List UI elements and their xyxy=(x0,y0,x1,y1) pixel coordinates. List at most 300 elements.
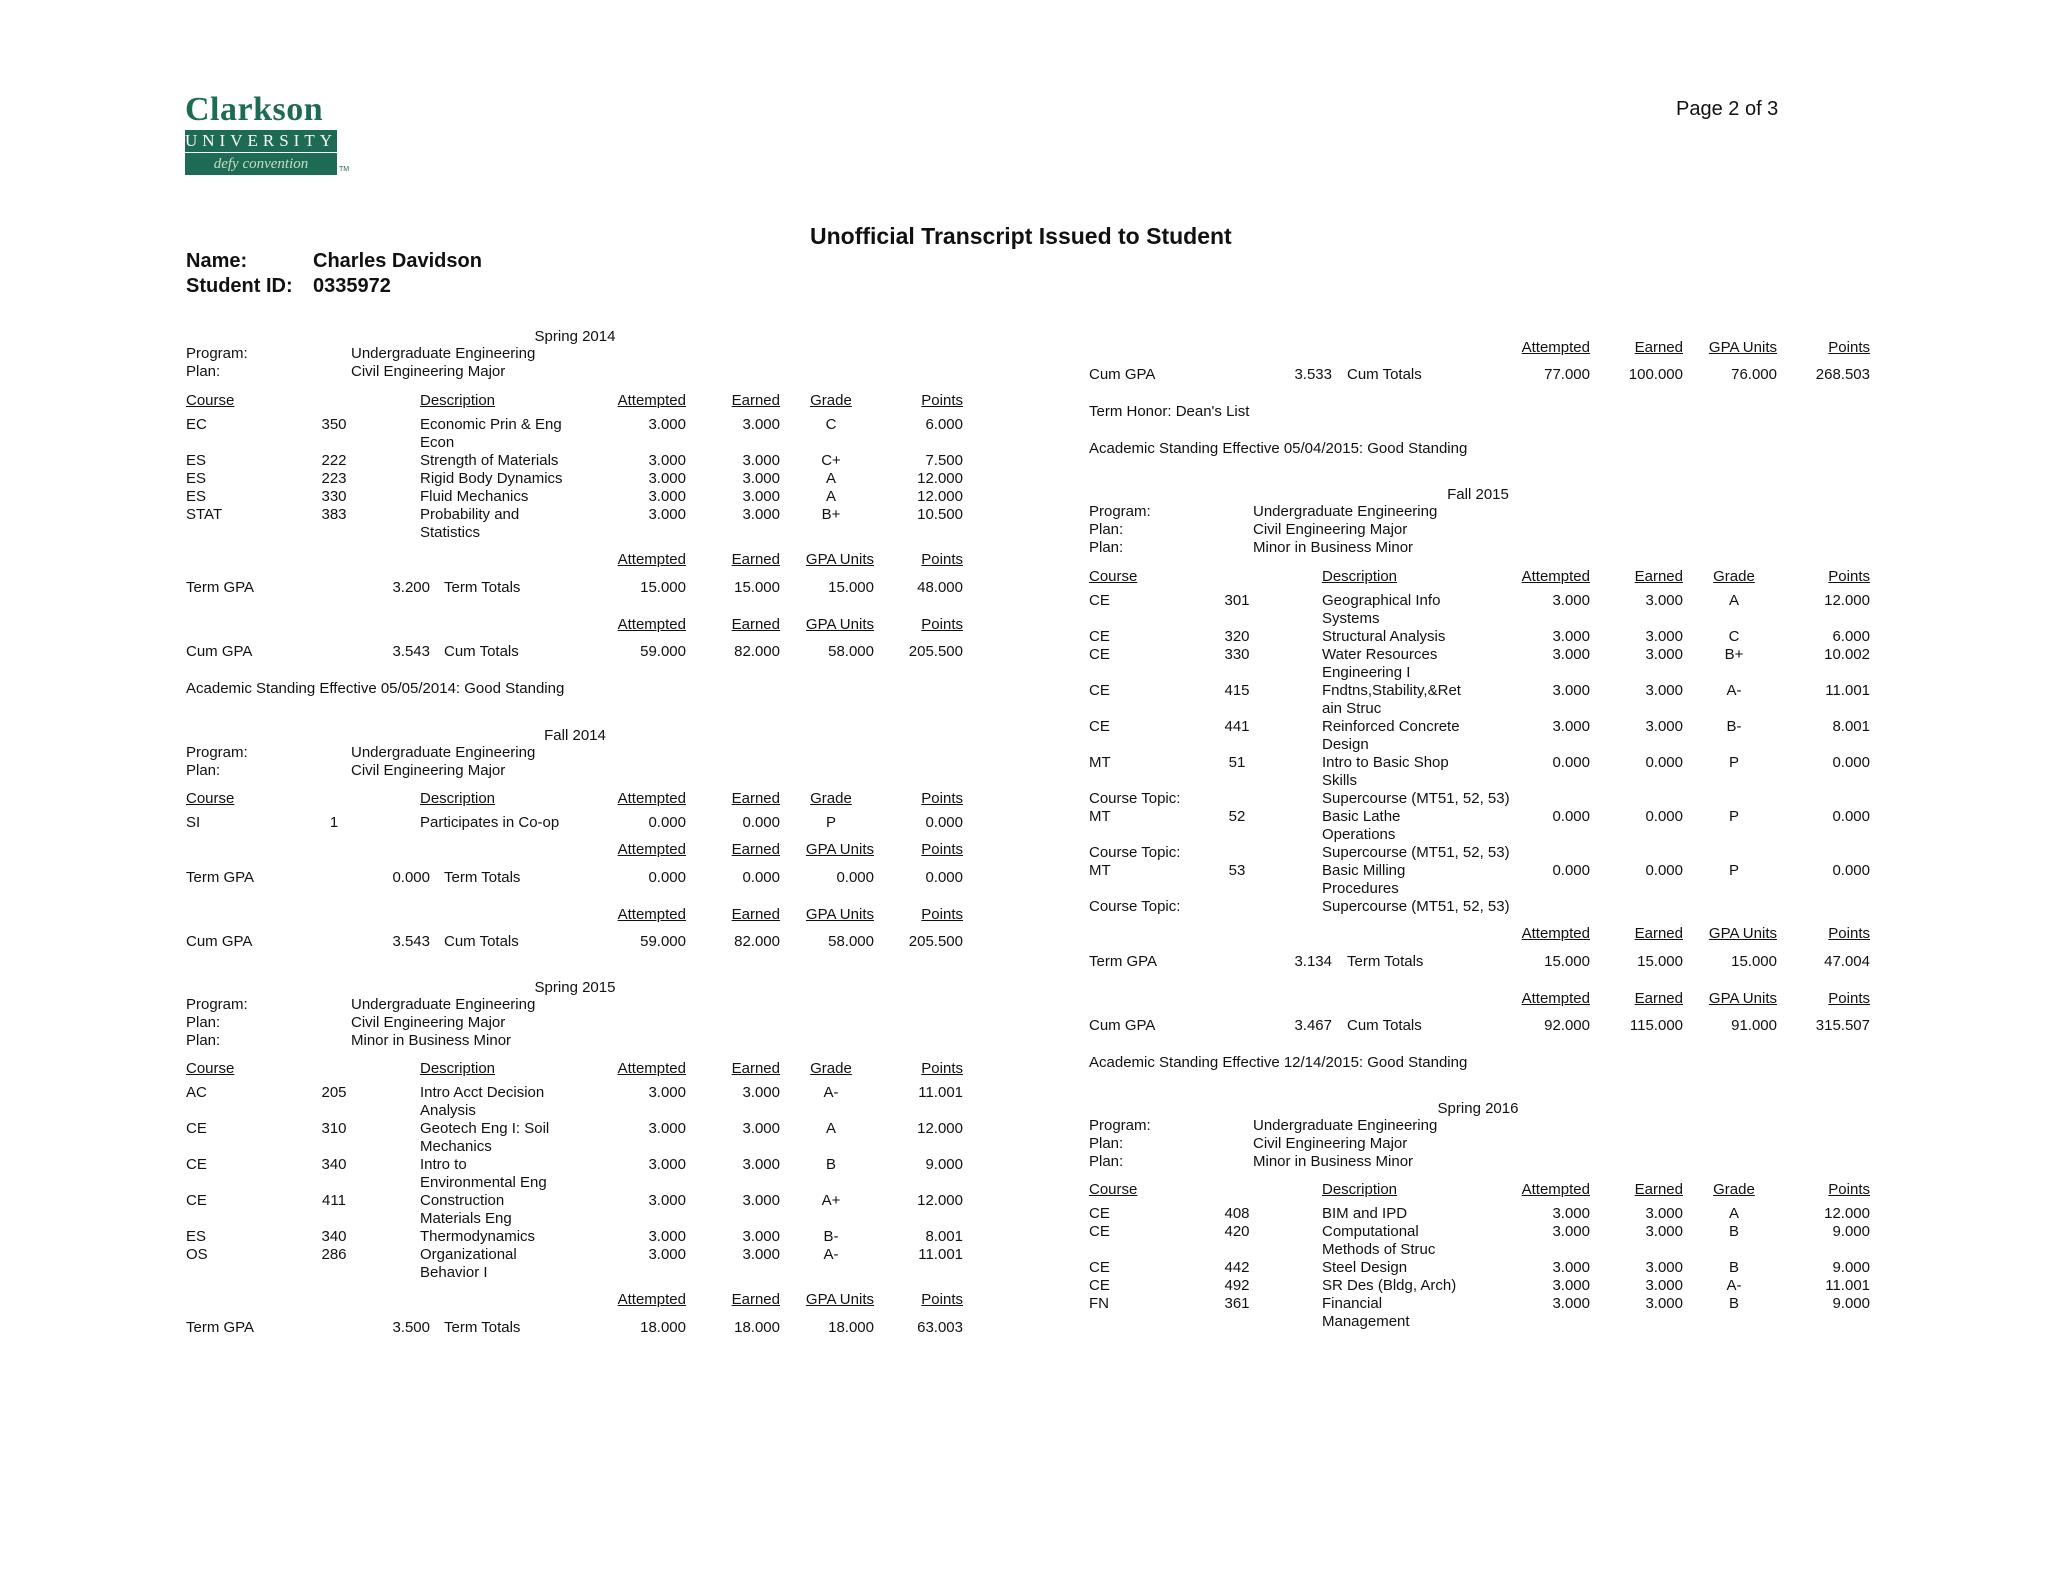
term-attempted: 15.000 xyxy=(640,579,686,596)
course-description: Fluid Mechanics xyxy=(420,488,529,505)
program-value: Undergraduate Engineering xyxy=(1253,1117,1438,1134)
course-subject: FN xyxy=(1089,1295,1109,1312)
term-earned: 15.000 xyxy=(734,579,780,596)
col-header-attempted: Attempted xyxy=(617,841,686,858)
course-attempted: 3.000 xyxy=(1552,646,1590,663)
program-value: Undergraduate Engineering xyxy=(351,996,536,1013)
course-description: Participates in Co-op xyxy=(420,814,560,831)
cum-gpa-units: 58.000 xyxy=(828,643,874,660)
term-earned: 15.000 xyxy=(1637,953,1683,970)
course-number: 51 xyxy=(1228,754,1246,771)
program-value: Undergraduate Engineering xyxy=(351,345,536,362)
cum-gpa-units: 91.000 xyxy=(1731,1017,1777,1034)
course-earned: 3.000 xyxy=(1645,1205,1683,1222)
course-subject: STAT xyxy=(186,506,223,523)
cum-gpa-label: Cum GPA xyxy=(186,643,253,660)
cum-gpa-label: Cum GPA xyxy=(1089,366,1156,383)
course-attempted: 3.000 xyxy=(648,1246,686,1263)
course-number: 411 xyxy=(322,1192,346,1209)
plan-value: Civil Engineering Major xyxy=(351,762,506,779)
course-subject: CE xyxy=(186,1192,207,1209)
course-grade: C+ xyxy=(821,452,841,469)
col-header-description: Description xyxy=(1322,568,1398,585)
course-grade: B+ xyxy=(821,506,841,523)
col-header-gpa-units: GPA Units xyxy=(805,551,874,568)
col-header-gpa-units: GPA Units xyxy=(805,906,874,923)
course-number: 415 xyxy=(1224,682,1250,699)
col-header-attempted: Attempted xyxy=(617,616,686,633)
course-subject: CE xyxy=(1089,646,1110,663)
course-grade: P xyxy=(1728,808,1739,825)
term-totals-label: Term Totals xyxy=(444,579,521,596)
cum-gpa-value: 3.543 xyxy=(392,933,430,950)
cum-gpa-value: 3.533 xyxy=(1294,366,1332,383)
course-subject: ES xyxy=(186,1228,207,1245)
course-grade: P xyxy=(1728,862,1739,879)
course-earned: 3.000 xyxy=(1645,592,1683,609)
course-grade: B- xyxy=(1726,718,1742,735)
course-attempted: 3.000 xyxy=(1552,1205,1590,1222)
course-earned: 3.000 xyxy=(1645,1277,1683,1294)
plan-value: Civil Engineering Major xyxy=(351,363,506,380)
cum-gpa-units: 58.000 xyxy=(828,933,874,950)
course-subject: ES xyxy=(186,488,207,505)
course-number: 330 xyxy=(321,488,347,505)
course-earned: 3.000 xyxy=(1645,718,1683,735)
col-header-points: Points xyxy=(1828,568,1870,585)
cum-earned: 82.000 xyxy=(734,933,780,950)
col-header-points: Points xyxy=(921,906,963,923)
plan-value: Civil Engineering Major xyxy=(1253,1135,1408,1152)
term-name-spring2015: Spring 2015 xyxy=(534,979,616,996)
course-points: 10.500 xyxy=(917,506,963,523)
course-attempted: 3.000 xyxy=(648,416,686,433)
col-header-earned: Earned xyxy=(731,790,780,807)
course-attempted: 3.000 xyxy=(1552,1223,1590,1240)
col-header-course: Course xyxy=(186,790,235,807)
term-gpa-label: Term GPA xyxy=(186,1319,255,1336)
col-header-earned: Earned xyxy=(731,841,780,858)
cum-totals-label: Cum Totals xyxy=(444,643,519,660)
term-totals-label: Term Totals xyxy=(444,869,521,886)
term-name-spring2014: Spring 2014 xyxy=(534,328,616,345)
course-points: 7.500 xyxy=(925,452,963,469)
cum-attempted: 59.000 xyxy=(640,643,686,660)
cum-points: 205.500 xyxy=(908,933,963,950)
plan-label: Plan: xyxy=(186,762,221,779)
term-gpa-label: Term GPA xyxy=(1089,953,1158,970)
course-description-cont: Skills xyxy=(1322,772,1358,789)
course-grade: A- xyxy=(823,1084,839,1101)
course-attempted: 3.000 xyxy=(1552,592,1590,609)
course-grade: P xyxy=(1728,754,1739,771)
course-number: 492 xyxy=(1224,1277,1250,1294)
term-gpa-units: 18.000 xyxy=(828,1319,874,1336)
col-header-gpa-units: GPA Units xyxy=(805,616,874,633)
course-number: 310 xyxy=(321,1120,347,1137)
plan-value: Minor in Business Minor xyxy=(1253,1153,1414,1170)
logo-university-bar: UNIVERSITY xyxy=(185,131,337,150)
course-grade: A- xyxy=(1726,1277,1742,1294)
course-description: Construction xyxy=(420,1192,505,1209)
course-grade: A xyxy=(825,488,836,505)
cum-gpa-value: 3.467 xyxy=(1294,1017,1332,1034)
logo-trademark: TM xyxy=(339,166,350,173)
course-grade: B xyxy=(825,1156,836,1173)
course-number: 350 xyxy=(321,416,347,433)
course-number: 441 xyxy=(1224,718,1250,735)
course-description-cont: Management xyxy=(1322,1313,1410,1330)
col-header-attempted: Attempted xyxy=(617,906,686,923)
course-description: SR Des (Bldg, Arch) xyxy=(1322,1277,1457,1294)
course-points: 0.000 xyxy=(1832,808,1870,825)
course-attempted: 3.000 xyxy=(1552,718,1590,735)
course-description: Intro to Basic Shop xyxy=(1322,754,1449,771)
course-points: 6.000 xyxy=(1832,628,1870,645)
course-grade: A xyxy=(825,470,836,487)
course-description: Steel Design xyxy=(1322,1259,1408,1276)
course-number: 205 xyxy=(321,1084,347,1101)
program-label: Program: xyxy=(1089,503,1151,520)
course-number: 320 xyxy=(1224,628,1250,645)
cum-points: 205.500 xyxy=(908,643,963,660)
col-header-gpa-units: GPA Units xyxy=(1708,925,1777,942)
course-description-cont: ain Struc xyxy=(1322,700,1382,717)
course-subject: CE xyxy=(186,1120,207,1137)
course-grade: A xyxy=(1728,1205,1739,1222)
course-points: 11.001 xyxy=(1825,682,1870,699)
course-grade: C xyxy=(825,416,837,433)
term-points: 0.000 xyxy=(925,869,963,886)
col-header-earned: Earned xyxy=(731,551,780,568)
course-attempted: 3.000 xyxy=(648,1120,686,1137)
term-gpa-units: 15.000 xyxy=(1731,953,1777,970)
course-grade: P xyxy=(825,814,836,831)
course-earned: 3.000 xyxy=(1645,1223,1683,1240)
term-gpa-value: 0.000 xyxy=(392,869,430,886)
cum-gpa-units: 76.000 xyxy=(1731,366,1777,383)
course-attempted: 3.000 xyxy=(648,1156,686,1173)
col-header-points: Points xyxy=(921,841,963,858)
term-earned: 18.000 xyxy=(734,1319,780,1336)
col-header-gpa-units: GPA Units xyxy=(1708,339,1777,356)
course-subject: CE xyxy=(1089,718,1110,735)
course-attempted: 3.000 xyxy=(1552,628,1590,645)
course-subject: CE xyxy=(1089,592,1110,609)
course-subject: CE xyxy=(1089,1223,1110,1240)
course-number: 222 xyxy=(321,452,347,469)
course-points: 0.000 xyxy=(925,814,963,831)
course-points: 10.002 xyxy=(1824,646,1870,663)
course-earned: 3.000 xyxy=(742,416,780,433)
course-description: Water Resources xyxy=(1322,646,1438,663)
course-grade: B xyxy=(1728,1259,1739,1276)
program-label: Program: xyxy=(186,996,248,1013)
course-grade: A- xyxy=(823,1246,839,1263)
course-earned: 0.000 xyxy=(1645,754,1683,771)
col-header-attempted: Attempted xyxy=(1521,339,1590,356)
cum-totals-label: Cum Totals xyxy=(1347,366,1422,383)
term-name-fall2015: Fall 2015 xyxy=(1447,486,1509,503)
program-label: Program: xyxy=(1089,1117,1151,1134)
col-header-grade: Grade xyxy=(1713,568,1755,585)
course-description-cont: Methods of Struc xyxy=(1322,1241,1436,1258)
col-header-attempted: Attempted xyxy=(617,790,686,807)
course-earned: 3.000 xyxy=(1645,646,1683,663)
course-number: 408 xyxy=(1224,1205,1250,1222)
academic-standing: Academic Standing Effective 05/05/2014: Good Standing xyxy=(186,680,565,697)
col-header-grade: Grade xyxy=(1713,1181,1755,1198)
col-header-attempted: Attempted xyxy=(617,551,686,568)
col-header-points: Points xyxy=(1828,1181,1870,1198)
col-header-attempted: Attempted xyxy=(1521,925,1590,942)
course-attempted: 3.000 xyxy=(648,470,686,487)
col-header-earned: Earned xyxy=(1634,568,1683,585)
course-description: Organizational xyxy=(420,1246,517,1263)
course-earned: 3.000 xyxy=(742,452,780,469)
course-number: 286 xyxy=(321,1246,347,1263)
course-number: 383 xyxy=(321,506,347,523)
course-description: Economic Prin & Eng xyxy=(420,416,562,433)
term-gpa-value: 3.134 xyxy=(1294,953,1332,970)
course-points: 12.000 xyxy=(917,488,963,505)
course-points: 12.000 xyxy=(917,1120,963,1137)
col-header-gpa-units: GPA Units xyxy=(805,1291,874,1308)
course-description: Intro Acct Decision xyxy=(420,1084,545,1101)
course-points: 9.000 xyxy=(1832,1295,1870,1312)
plan-label: Plan: xyxy=(1089,1153,1124,1170)
course-grade: A xyxy=(1728,592,1739,609)
course-description-cont: Design xyxy=(1322,736,1369,753)
course-description: Intro to xyxy=(420,1156,467,1173)
col-header-description: Description xyxy=(420,392,496,409)
col-header-description: Description xyxy=(420,790,496,807)
course-earned: 3.000 xyxy=(742,1156,780,1173)
course-grade: A+ xyxy=(821,1192,841,1209)
program-value: Undergraduate Engineering xyxy=(1253,503,1438,520)
cum-gpa-value: 3.543 xyxy=(392,643,430,660)
col-header-points: Points xyxy=(921,790,963,807)
col-header-grade: Grade xyxy=(810,1060,852,1077)
term-points: 47.004 xyxy=(1824,953,1870,970)
course-topic-value: Supercourse (MT51, 52, 53) xyxy=(1322,790,1510,807)
col-header-points: Points xyxy=(1828,925,1870,942)
col-header-points: Points xyxy=(921,392,963,409)
course-number: 330 xyxy=(1224,646,1250,663)
course-subject: MT xyxy=(1089,754,1111,771)
course-earned: 3.000 xyxy=(1645,1259,1683,1276)
col-header-points: Points xyxy=(921,1060,963,1077)
course-subject: CE xyxy=(1089,682,1110,699)
plan-label: Plan: xyxy=(1089,1135,1124,1152)
course-earned: 3.000 xyxy=(742,506,780,523)
cum-earned: 100.000 xyxy=(1628,366,1683,383)
course-points: 12.000 xyxy=(1824,592,1870,609)
plan-label: Plan: xyxy=(186,363,221,380)
course-earned: 3.000 xyxy=(1645,628,1683,645)
col-header-points: Points xyxy=(1828,339,1870,356)
col-header-grade: Grade xyxy=(810,392,852,409)
course-earned: 3.000 xyxy=(742,1192,780,1209)
course-points: 6.000 xyxy=(925,416,963,433)
course-subject: ES xyxy=(186,470,207,487)
col-header-points: Points xyxy=(921,616,963,633)
course-description-cont: Analysis xyxy=(420,1102,476,1119)
student-id: 0335972 xyxy=(313,275,391,297)
course-attempted: 3.000 xyxy=(648,506,686,523)
col-header-course: Course xyxy=(186,1060,235,1077)
course-attempted: 0.000 xyxy=(1552,754,1590,771)
term-gpa-value: 3.500 xyxy=(392,1319,430,1336)
course-points: 9.000 xyxy=(1832,1259,1870,1276)
course-description: Computational xyxy=(1322,1223,1419,1240)
col-header-course: Course xyxy=(186,392,235,409)
cum-points: 315.507 xyxy=(1815,1017,1870,1034)
term-gpa-units: 0.000 xyxy=(836,869,874,886)
course-earned: 0.000 xyxy=(1645,808,1683,825)
course-earned: 3.000 xyxy=(742,1120,780,1137)
course-points: 9.000 xyxy=(1832,1223,1870,1240)
course-attempted: 3.000 xyxy=(648,452,686,469)
cum-attempted: 92.000 xyxy=(1544,1017,1590,1034)
course-description: Thermodynamics xyxy=(420,1228,536,1245)
course-points: 11.001 xyxy=(1825,1277,1870,1294)
cum-points: 268.503 xyxy=(1815,366,1870,383)
course-grade: B- xyxy=(823,1228,839,1245)
course-description: Basic Milling xyxy=(1322,862,1406,879)
term-gpa-label: Term GPA xyxy=(186,869,255,886)
academic-standing: Academic Standing Effective 12/14/2015: Good Standing xyxy=(1089,1054,1468,1071)
course-topic-value: Supercourse (MT51, 52, 53) xyxy=(1322,844,1510,861)
course-description: Geographical Info xyxy=(1322,592,1441,609)
logo-tagline-text: defy convention xyxy=(213,156,309,172)
col-header-course: Course xyxy=(1089,568,1138,585)
col-header-attempted: Attempted xyxy=(617,392,686,409)
plan-label: Plan: xyxy=(1089,521,1124,538)
logo-tagline xyxy=(185,153,337,175)
course-subject: CE xyxy=(1089,1205,1110,1222)
col-header-earned: Earned xyxy=(731,1291,780,1308)
academic-standing: Academic Standing Effective 05/04/2015: Good Standing xyxy=(1089,440,1468,457)
col-header-earned: Earned xyxy=(731,906,780,923)
col-header-points: Points xyxy=(1828,990,1870,1007)
course-points: 12.000 xyxy=(1824,1205,1870,1222)
plan-label: Plan: xyxy=(186,1032,221,1049)
course-subject: ES xyxy=(186,452,207,469)
term-gpa-value: 3.200 xyxy=(392,579,430,596)
program-value: Undergraduate Engineering xyxy=(351,744,536,761)
course-subject: CE xyxy=(1089,1277,1110,1294)
course-description: Probability and xyxy=(420,506,520,523)
course-subject: MT xyxy=(1089,862,1111,879)
course-earned: 0.000 xyxy=(1645,862,1683,879)
course-subject: MT xyxy=(1089,808,1111,825)
course-grade: A- xyxy=(1726,682,1742,699)
cum-gpa-label: Cum GPA xyxy=(1089,1017,1156,1034)
col-header-attempted: Attempted xyxy=(1521,568,1590,585)
col-header-attempted: Attempted xyxy=(617,1060,686,1077)
course-number: 340 xyxy=(321,1156,347,1173)
course-earned: 3.000 xyxy=(742,1228,780,1245)
term-attempted: 18.000 xyxy=(640,1319,686,1336)
course-number: 420 xyxy=(1224,1223,1250,1240)
cum-gpa-label: Cum GPA xyxy=(186,933,253,950)
cum-attempted: 59.000 xyxy=(640,933,686,950)
course-description-cont: Systems xyxy=(1322,610,1380,627)
course-subject: EC xyxy=(186,416,207,433)
col-header-gpa-units: GPA Units xyxy=(1708,990,1777,1007)
course-description-cont: Environmental Eng xyxy=(420,1174,547,1191)
course-points: 11.001 xyxy=(918,1084,963,1101)
course-description-cont: Procedures xyxy=(1322,880,1399,897)
term-gpa-units: 15.000 xyxy=(828,579,874,596)
course-attempted: 0.000 xyxy=(1552,808,1590,825)
course-subject: AC xyxy=(186,1084,207,1101)
course-earned: 0.000 xyxy=(742,814,780,831)
col-header-points: Points xyxy=(921,551,963,568)
course-description: Strength of Materials xyxy=(420,452,559,469)
plan-value: Minor in Business Minor xyxy=(351,1032,512,1049)
course-points: 11.001 xyxy=(918,1246,963,1263)
course-attempted: 3.000 xyxy=(648,488,686,505)
course-topic-label: Course Topic: xyxy=(1089,790,1181,807)
course-subject: CE xyxy=(1089,1259,1110,1276)
cum-totals-label: Cum Totals xyxy=(1347,1017,1422,1034)
cum-attempted: 77.000 xyxy=(1544,366,1590,383)
term-totals-label: Term Totals xyxy=(1347,953,1424,970)
col-header-course: Course xyxy=(1089,1181,1138,1198)
page-title: Unofficial Transcript Issued to Student xyxy=(810,223,1232,249)
course-grade: C xyxy=(1728,628,1740,645)
course-description: BIM and IPD xyxy=(1322,1205,1408,1222)
program-label: Program: xyxy=(186,345,248,362)
student-id-label: Student ID: xyxy=(186,275,293,297)
plan-label: Plan: xyxy=(1089,539,1124,556)
course-number: 442 xyxy=(1224,1259,1250,1276)
program-label: Program: xyxy=(186,744,248,761)
course-attempted: 3.000 xyxy=(648,1192,686,1209)
col-header-earned: Earned xyxy=(1634,990,1683,1007)
course-number: 301 xyxy=(1224,592,1250,609)
col-header-earned: Earned xyxy=(1634,339,1683,356)
course-grade: A xyxy=(825,1120,836,1137)
course-number: 223 xyxy=(321,470,347,487)
term-earned: 0.000 xyxy=(742,869,780,886)
course-attempted: 3.000 xyxy=(1552,1277,1590,1294)
course-topic-label: Course Topic: xyxy=(1089,898,1181,915)
term-gpa-label: Term GPA xyxy=(186,579,255,596)
course-description: Financial xyxy=(1322,1295,1383,1312)
course-points: 8.001 xyxy=(1832,718,1870,735)
col-header-gpa-units: GPA Units xyxy=(805,841,874,858)
col-header-earned: Earned xyxy=(731,1060,780,1077)
course-earned: 3.000 xyxy=(742,1246,780,1263)
course-description-cont: Operations xyxy=(1322,826,1396,843)
course-earned: 3.000 xyxy=(742,488,780,505)
course-earned: 3.000 xyxy=(1645,1295,1683,1312)
course-attempted: 3.000 xyxy=(648,1228,686,1245)
term-points: 63.003 xyxy=(917,1319,963,1336)
col-header-description: Description xyxy=(420,1060,496,1077)
course-earned: 3.000 xyxy=(1645,682,1683,699)
university-logo xyxy=(185,90,350,185)
course-points: 12.000 xyxy=(917,1192,963,1209)
plan-value: Minor in Business Minor xyxy=(1253,539,1414,556)
course-grade: B+ xyxy=(1724,646,1744,663)
student-name: Charles Davidson xyxy=(313,250,482,272)
term-name-spring2016: Spring 2016 xyxy=(1437,1100,1519,1117)
course-points: 12.000 xyxy=(917,470,963,487)
